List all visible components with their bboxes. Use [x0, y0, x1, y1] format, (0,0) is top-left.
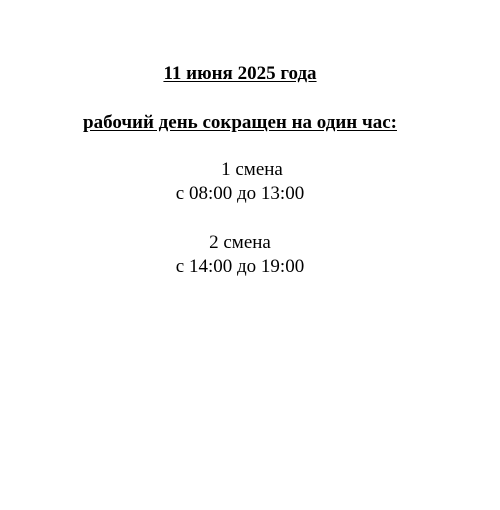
shift-2-name: 2 смена: [209, 232, 271, 253]
shift-1-hours: с 08:00 до 13:00: [175, 183, 305, 204]
date-heading: 11 июня 2025 года: [163, 63, 317, 84]
notice-heading: рабочий день сокращен на один час:: [83, 112, 397, 133]
shift-1-name: 1 смена: [221, 159, 283, 180]
shift-2-hours: с 14:00 до 19:00: [175, 256, 305, 277]
